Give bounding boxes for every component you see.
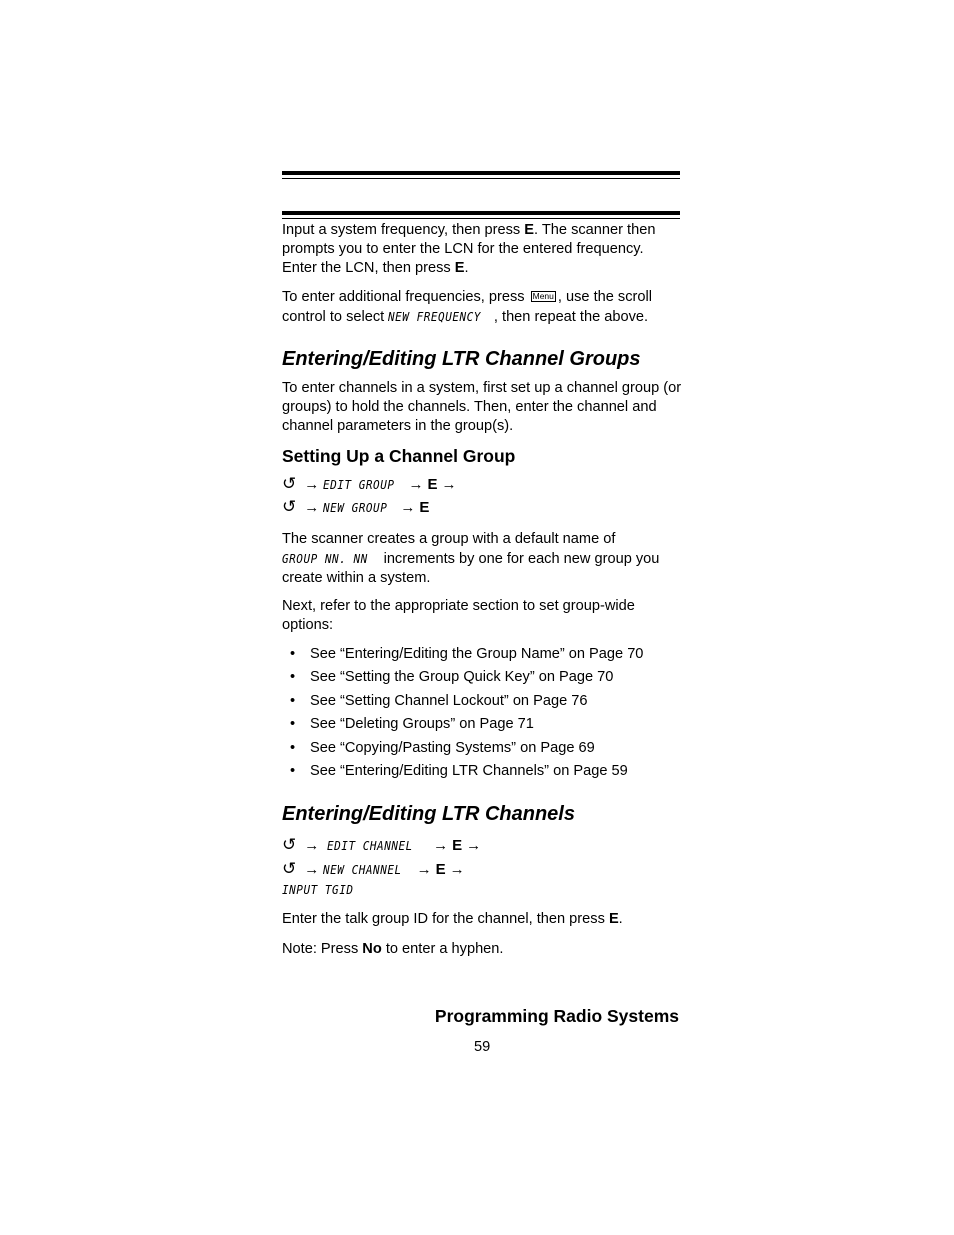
section1-body: To enter channels in a system, first set up a channel group (or groups) to hold the channels. Then, enter the channel and channel parameters in the group(s). (282, 380, 682, 434)
right-arrow-icon: → (304, 499, 320, 516)
right-arrow-icon: → (441, 476, 457, 493)
section-rule-thin (282, 218, 680, 219)
section1-paragraph-next: Next, refer to the appropriate section to set group-wide options: (282, 598, 635, 633)
lcd-text: GROUP NN. NN (282, 551, 368, 566)
right-arrow-icon: → (304, 837, 320, 854)
intro-paragraph-2: To enter additional frequencies, press Menu , use the scroll control to select NEW FREQUENCY , then repeat the above. (282, 289, 652, 325)
right-arrow-icon: → (408, 476, 424, 493)
lcd-text: INPUT TGID (282, 882, 354, 897)
footer-chapter-title: Programming Radio Systems (434, 1006, 679, 1026)
list-item: • See “Setting Channel Lockout” on Page 76 (290, 692, 643, 715)
key-no: No (362, 941, 382, 957)
scroll-control-icon: ↺ (282, 474, 297, 493)
key-sequence-edit-group (282, 473, 461, 496)
section2-paragraph-tgid: Enter the talk group ID for the channel, then press E. (282, 911, 623, 927)
list-item: • See “Entering/Editing the Group Name” on Page 70 (290, 645, 643, 668)
section-heading-ltr-channels: Entering/Editing LTR Channels (282, 803, 575, 825)
intro-paragraph-1: Input a system frequency, then press E. The scanner then prompts you to enter the LCN for the entered frequency. Enter the LCN, then press E. (282, 222, 656, 276)
reference-list (290, 645, 643, 785)
right-arrow-icon: → (433, 837, 449, 854)
section2-note: Note: Press No to enter a hyphen. (282, 941, 504, 957)
right-arrow-icon: → (466, 837, 482, 854)
key-e: E (524, 222, 535, 238)
right-arrow-icon: → (304, 861, 320, 878)
key-e: E (452, 837, 463, 854)
page-number: 59 (474, 1039, 491, 1055)
list-item: • See “Copying/Pasting Systems” on Page 69 (290, 739, 643, 762)
right-arrow-icon: → (304, 476, 320, 493)
list-item: • See “Deleting Groups” on Page 71 (290, 715, 643, 738)
lcd-text: EDIT CHANNEL (327, 838, 414, 853)
key-e: E (419, 499, 430, 516)
right-arrow-icon: → (400, 499, 416, 516)
subheading-setting-up-group: Setting Up a Channel Group (282, 446, 516, 466)
key-e: E (435, 861, 446, 878)
header-rule-thin (282, 178, 680, 179)
lcd-text: NEW FREQUENCY (388, 309, 482, 324)
key-e: E (454, 260, 465, 276)
section1-paragraph-default-name: The scanner creates a group with a default name of GROUP NN. NN increments by one for each new group you create within a system. (282, 531, 660, 586)
right-arrow-icon: → (416, 861, 432, 878)
key-sequence-input-tgid (282, 879, 363, 901)
header-rule-thick (282, 171, 680, 175)
right-arrow-icon: → (449, 861, 465, 878)
key-e: E (608, 911, 619, 927)
key-sequence-edit-channel (282, 834, 485, 857)
menu-key: Menu (532, 290, 554, 301)
scroll-control-icon: ↺ (282, 497, 297, 516)
lcd-text: NEW GROUP (323, 500, 388, 515)
key-sequence-new-group (282, 496, 429, 519)
section-rule-thick (282, 211, 680, 215)
scroll-control-icon: ↺ (282, 859, 297, 878)
key-sequence-new-channel (282, 858, 469, 881)
lcd-text: NEW CHANNEL (323, 862, 402, 877)
list-item: • See “Setting the Group Quick Key” on Page 70 (290, 668, 643, 691)
list-item: • See “Entering/Editing LTR Channels” on Page 59 (290, 762, 643, 785)
scroll-control-icon: ↺ (282, 835, 297, 854)
section-heading-channel-groups: Entering/Editing LTR Channel Groups (282, 348, 641, 370)
key-e: E (427, 476, 438, 493)
lcd-text: EDIT GROUP (323, 477, 395, 492)
